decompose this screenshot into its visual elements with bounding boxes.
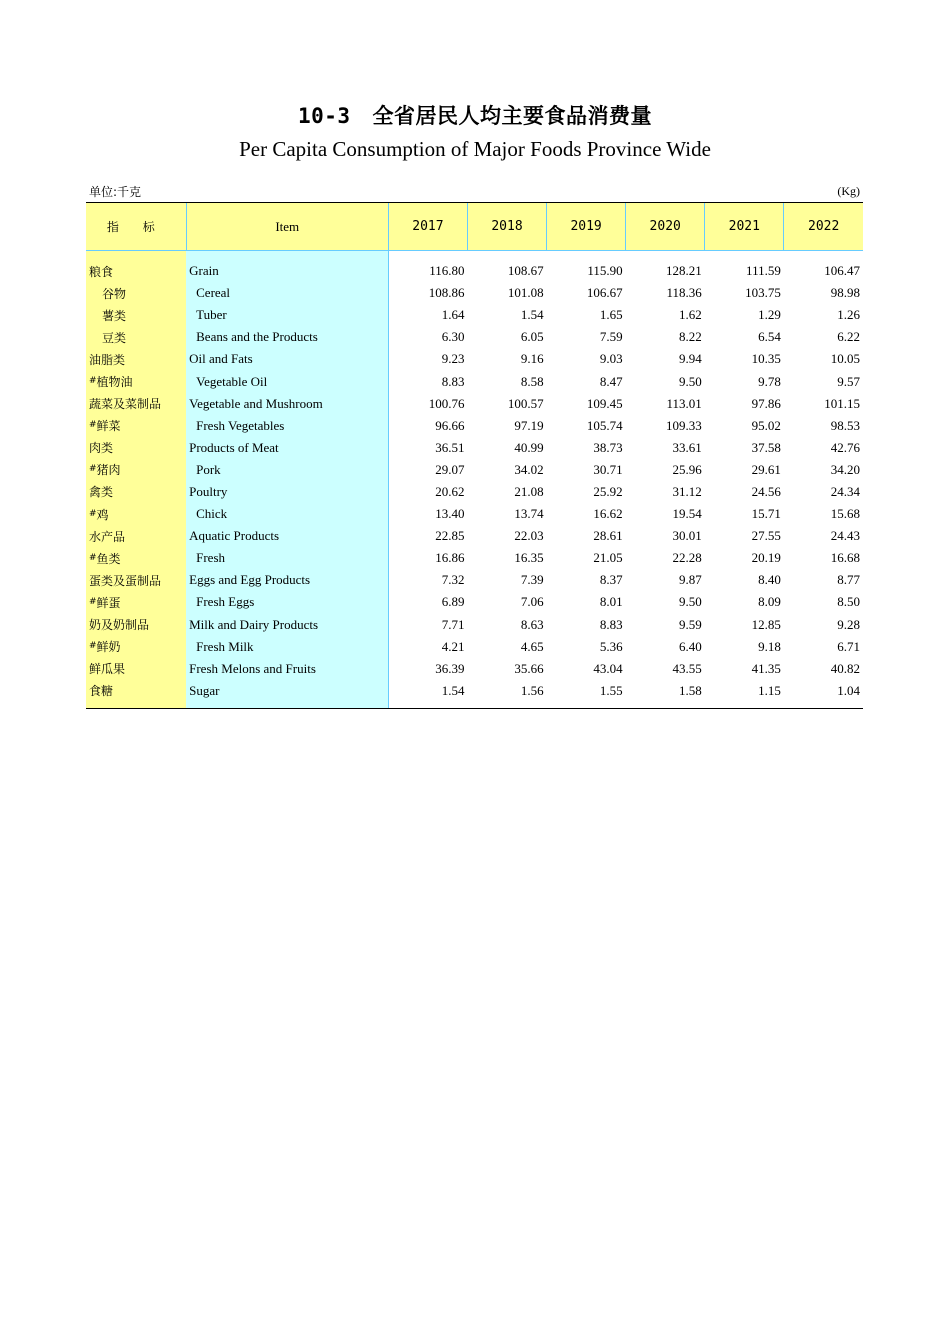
value-cell: 43.55 [672,660,702,676]
sub-item-mark: # [89,596,97,607]
header-year: 2020 [626,203,705,251]
item-en-cell [186,348,388,370]
value-cell: 25.92 [593,483,623,499]
value-cell: 21.05 [593,550,623,566]
value-cell: 10.05 [830,351,860,367]
value-cell: 9.94 [679,351,702,367]
value-cell: 36.51 [435,439,465,455]
item-en-cell [186,547,388,569]
indicator-cn-cell [86,282,186,304]
indicator-cn-cell [86,658,186,680]
indicator-cn-cell [86,569,186,591]
value-cell: 8.58 [520,373,544,389]
value-cell: 1.26 [837,307,860,323]
value-cell: 101.08 [507,285,544,301]
value-cell: 97.86 [751,395,781,411]
value-cell: 34.02 [514,461,544,477]
item-en-cell [186,591,388,613]
value-cell: 1.55 [547,680,626,709]
value-cell: 40.99 [514,439,544,455]
item-en-label: Vegetable Oil [196,373,268,389]
indicator-cn-label: 鲜瓜果 [89,662,126,677]
value-cell: 24.56 [751,483,781,499]
value-cell: 29.61 [751,461,781,477]
value-cell: 24.34 [830,483,860,499]
value-cell: 128.21 [666,263,702,279]
title-cn-text: 全省居民人均主要食品消费量 [372,104,653,128]
value-cell: 36.39 [435,660,465,676]
value-cell: 16.68 [830,550,860,566]
indicator-cn-label: 猪肉 [96,463,121,478]
sub-item-mark: # [89,508,97,519]
value-cell: 1.15 [705,680,784,709]
table-row [86,437,863,459]
indicator-cn-label: 肉类 [89,441,114,456]
value-cell: 116.80 [429,263,465,279]
table-row [86,393,863,415]
item-en-label: Products of Meat [189,439,279,455]
indicator-cn-cell [86,348,186,370]
value-cell: 8.37 [599,572,623,588]
item-en-cell [186,260,388,282]
value-cell: 40.82 [830,660,860,676]
value-cell: 1.64 [441,307,465,323]
indicator-cn-label: 豆类 [102,330,127,345]
value-cell: 34.20 [830,461,860,477]
indicator-cn-cell [86,503,186,525]
item-en-label: Pork [196,461,221,477]
item-en-label: Sugar [189,682,220,698]
value-cell: 9.23 [441,351,465,367]
value-cell: 7.39 [520,572,544,588]
sub-item-mark: # [89,552,97,563]
value-cell: 12.85 [751,616,781,632]
item-en-label: Vegetable and Mushroom [189,395,323,411]
value-cell: 6.30 [441,329,465,345]
value-cell: 22.03 [514,528,544,544]
value-cell: 1.54 [388,680,467,709]
value-cell: 8.47 [599,373,623,389]
table-row [86,481,863,503]
value-cell: 9.87 [679,572,702,588]
value-cell: 22.28 [672,550,702,566]
value-cell: 42.76 [830,439,860,455]
indicator-cn-cell [86,459,186,481]
value-cell: 9.28 [837,616,860,632]
value-cell: 8.83 [441,373,465,389]
value-cell: 16.35 [514,550,544,566]
value-cell: 37.58 [751,439,781,455]
header-year: 2017 [388,203,467,251]
value-cell: 22.85 [435,528,465,544]
value-cell: 106.67 [586,285,623,301]
indicator-cn-label: 鱼类 [96,551,121,566]
value-cell: 9.50 [679,373,702,389]
indicator-cn-cell [86,547,186,569]
value-cell: 1.29 [758,307,781,323]
table-number: 10-3 [297,104,351,128]
header-year: 2022 [784,203,863,251]
item-en-cell [186,282,388,304]
item-en-cell [186,415,388,437]
table-row [86,348,863,370]
item-en-cell [186,437,388,459]
indicator-cn-label: 鲜奶 [96,640,121,655]
indicator-cn-cell [86,680,186,709]
spacer-row [86,251,863,261]
indicator-cn-cell [86,260,186,282]
header-indicator: 指 标 [86,203,186,251]
item-en-label: Grain [189,263,219,279]
value-cell: 96.66 [435,417,465,433]
indicator-cn-label: 粮食 [89,264,114,279]
item-en-cell [186,370,388,392]
value-cell: 6.05 [520,329,544,345]
value-cell: 6.89 [441,594,465,610]
indicator-cn-cell [86,525,186,547]
value-cell: 9.59 [679,616,702,632]
item-en-label: Poultry [189,483,228,499]
value-cell: 28.61 [593,528,623,544]
table-row [86,636,863,658]
value-cell: 31.12 [672,483,702,499]
value-cell: 8.22 [679,329,702,345]
value-cell: 10.35 [751,351,781,367]
value-cell: 109.33 [666,417,702,433]
table-row [86,415,863,437]
item-en-cell [186,481,388,503]
indicator-cn-cell [86,591,186,613]
value-cell: 105.74 [586,417,623,433]
table-body [86,251,863,709]
table-row [86,459,863,481]
value-cell: 4.21 [441,638,465,654]
indicator-cn-cell [86,481,186,503]
item-en-label: Beans and the Products [196,329,318,345]
consumption-table [86,202,863,709]
indicator-cn-label: 食糖 [89,684,114,699]
value-cell: 8.40 [758,572,781,588]
value-cell: 24.43 [830,528,860,544]
value-cell: 9.16 [520,351,544,367]
value-cell: 13.40 [435,506,465,522]
table-row [86,304,863,326]
item-en-cell [186,680,388,709]
indicator-cn-cell [86,437,186,459]
indicator-cn-cell [86,636,186,658]
value-cell: 30.71 [593,461,623,477]
value-cell: 5.36 [599,638,623,654]
value-cell: 108.67 [507,263,544,279]
indicator-cn-cell [86,370,186,392]
item-en-cell [186,525,388,547]
value-cell: 98.98 [830,285,860,301]
value-cell: 109.45 [586,395,623,411]
value-cell: 19.54 [672,506,702,522]
header-item: Item [186,203,388,251]
sub-item-mark: # [89,376,97,387]
indicator-cn-label: 鲜蛋 [96,595,121,610]
value-cell: 100.57 [507,395,544,411]
value-cell: 113.01 [666,395,702,411]
item-en-label: Eggs and Egg Products [189,572,311,588]
header-year: 2021 [705,203,784,251]
unit-label-en: (Kg) [837,184,860,198]
value-cell: 8.83 [599,616,623,632]
item-en-label: Tuber [196,307,227,323]
sub-item-mark: # [89,420,97,431]
value-cell: 9.18 [758,638,781,654]
value-cell: 118.36 [666,285,702,301]
item-en-cell [186,636,388,658]
value-cell: 103.75 [745,285,781,301]
item-en-label: Milk and Dairy Products [189,616,319,632]
value-cell: 16.86 [435,550,465,566]
value-cell: 21.08 [514,483,544,499]
value-cell: 6.71 [837,638,860,654]
value-cell: 101.15 [824,395,860,411]
table-row [86,260,863,282]
indicator-cn-label: 谷物 [102,286,127,301]
item-en-cell [186,658,388,680]
value-cell: 20.62 [435,483,465,499]
table-row [86,503,863,525]
item-en-cell [186,569,388,591]
value-cell: 8.50 [837,594,860,610]
table-row [86,658,863,680]
value-cell: 8.01 [599,594,623,610]
page-title-cn [0,100,950,130]
table-row [86,326,863,348]
sub-item-mark: # [89,641,97,652]
item-en-label: Fresh Melons and Fruits [189,660,316,676]
value-cell: 8.63 [520,616,544,632]
table-row [86,547,863,569]
value-cell: 7.71 [441,616,465,632]
indicator-cn-cell [86,304,186,326]
indicator-cn-cell [86,393,186,415]
header-year: 2018 [467,203,546,251]
value-cell: 41.35 [751,660,781,676]
value-cell: 1.04 [784,680,863,709]
table-row [86,680,863,709]
value-cell: 9.57 [837,373,860,389]
value-cell: 1.58 [626,680,705,709]
value-cell: 29.07 [435,461,465,477]
indicator-cn-label: 奶及奶制品 [89,618,150,633]
value-cell: 35.66 [514,660,544,676]
value-cell: 25.96 [672,461,702,477]
value-cell: 108.86 [428,285,465,301]
value-cell: 6.54 [758,329,781,345]
indicator-cn-label: 鲜菜 [96,419,121,434]
item-en-label: Fresh [196,550,226,566]
value-cell: 16.62 [593,506,623,522]
value-cell: 6.22 [837,329,860,345]
item-en-cell [186,304,388,326]
value-cell: 9.78 [758,373,781,389]
value-cell: 106.47 [824,263,860,279]
item-en-label: Cereal [196,285,231,301]
item-en-cell [186,393,388,415]
indicator-cn-label: 蔬菜及菜制品 [89,397,162,412]
value-cell: 9.03 [599,351,623,367]
indicator-cn-label: 鸡 [96,507,109,522]
value-cell: 38.73 [593,439,623,455]
value-cell: 13.74 [514,506,544,522]
item-en-label: Fresh Eggs [196,594,255,610]
item-en-cell [186,503,388,525]
indicator-cn-cell [86,415,186,437]
table-row [86,282,863,304]
value-cell: 1.65 [599,307,623,323]
value-cell: 15.68 [830,506,860,522]
value-cell: 7.06 [520,594,544,610]
header-year: 2019 [547,203,626,251]
item-en-cell [186,459,388,481]
item-en-label: Fresh Milk [196,638,254,654]
value-cell: 100.76 [428,395,465,411]
item-en-label: Fresh Vegetables [196,417,285,433]
table-row [86,591,863,613]
value-cell: 7.59 [599,329,623,345]
item-en-cell [186,326,388,348]
table-row [86,370,863,392]
value-cell: 30.01 [672,528,702,544]
value-cell: 43.04 [593,660,623,676]
indicator-cn-label: 油脂类 [89,352,126,367]
indicator-cn-cell [86,326,186,348]
table-row [86,525,863,547]
value-cell: 98.53 [830,417,860,433]
value-cell: 33.61 [672,439,702,455]
value-cell: 8.77 [837,572,860,588]
item-en-label: Aquatic Products [189,528,280,544]
indicator-cn-label: 植物油 [96,375,133,390]
value-cell: 1.56 [467,680,546,709]
value-cell: 6.40 [679,638,702,654]
item-en-label: Chick [196,506,228,522]
value-cell: 7.32 [441,572,465,588]
value-cell: 1.54 [520,307,544,323]
value-cell: 97.19 [514,417,544,433]
indicator-cn-label: 禽类 [89,485,114,500]
table-row [86,614,863,636]
value-cell: 27.55 [751,528,781,544]
value-cell: 9.50 [679,594,702,610]
value-cell: 15.71 [751,506,781,522]
indicator-cn-label: 薯类 [102,308,127,323]
indicator-cn-label: 蛋类及蛋制品 [89,573,162,588]
value-cell: 4.65 [520,638,544,654]
table-row [86,569,863,591]
unit-label-cn: 单位:千克 [89,185,142,199]
value-cell: 8.09 [758,594,781,610]
page-title-en: Per Capita Consumption of Major Foods Province Wide [239,137,711,161]
indicator-cn-cell [86,614,186,636]
indicator-cn-label: 水产品 [89,529,126,544]
item-en-cell [186,614,388,636]
sub-item-mark: # [89,464,97,475]
value-cell: 95.02 [751,417,781,433]
item-en-label: Oil and Fats [189,351,253,367]
value-cell: 1.62 [679,307,702,323]
header-row [86,203,863,251]
value-cell: 20.19 [751,550,781,566]
value-cell: 115.90 [587,263,623,279]
value-cell: 111.59 [746,263,781,279]
